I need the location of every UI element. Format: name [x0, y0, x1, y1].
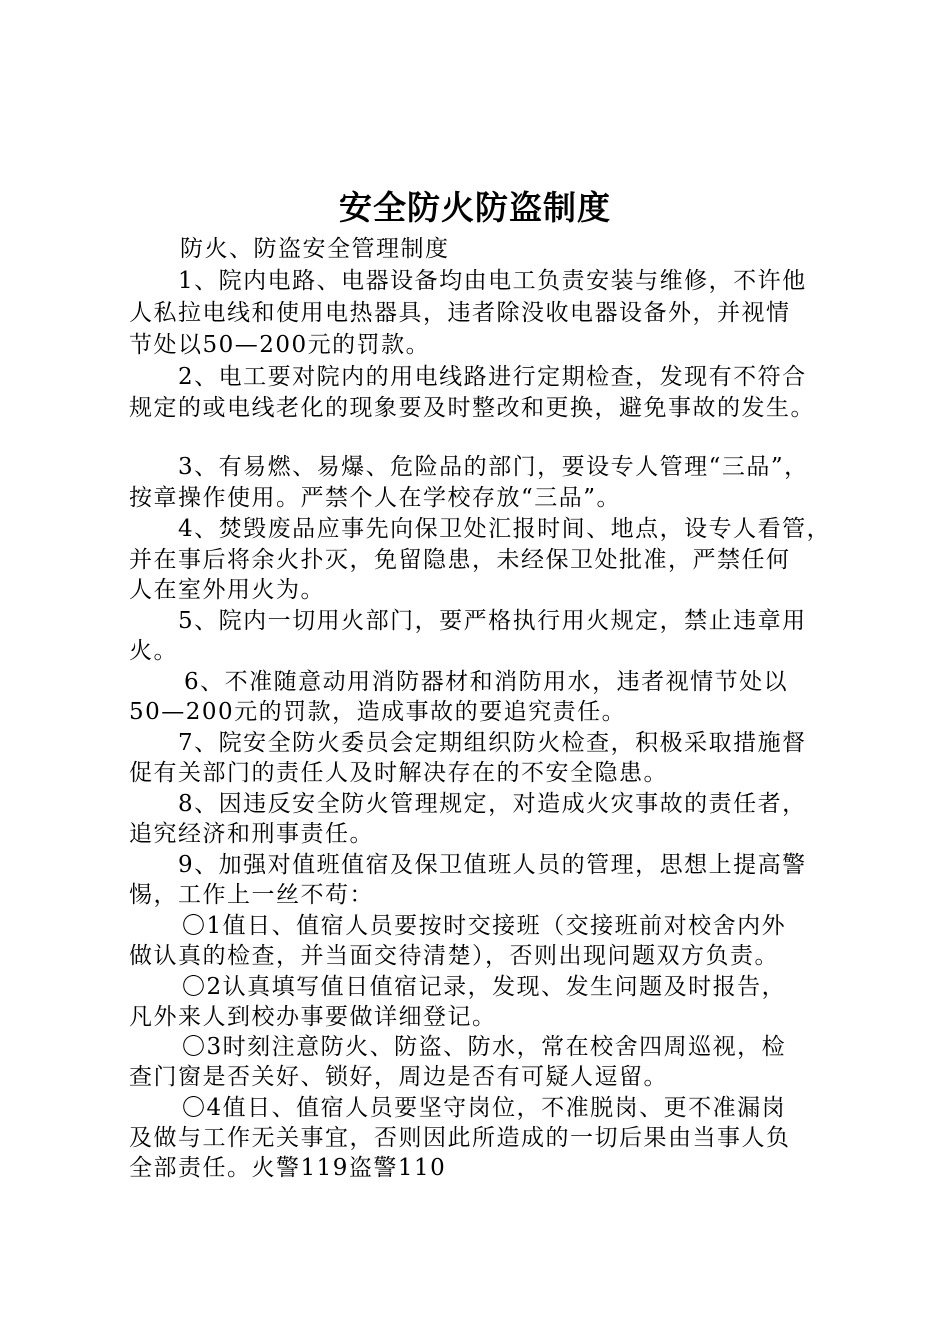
document-title: 安全防火防盗制度: [339, 188, 611, 227]
paragraph-line: 追究经济和刑事责任。: [129, 821, 374, 847]
paragraph-line: 5、院内一切用火部门，要严格执行用火规定，禁止违章用: [178, 608, 807, 634]
paragraph-line: 4、焚毁废品应事先向保卫处汇报时间、地点，设专人看管，: [178, 516, 832, 542]
paragraph-line: 〇4值日、值宿人员要坚守岗位，不准脱岗、更不准漏岗: [182, 1095, 787, 1121]
paragraph-line: 3、有易燃、易爆、危险品的部门，要设专人管理“三品”，: [178, 454, 809, 480]
paragraph-line: 火。: [129, 638, 178, 664]
paragraph-line: 7、院安全防火委员会定期组织防火检查，积极采取措施督: [178, 730, 807, 756]
paragraph-line: 1、院内电路、电器设备均由电工负责安装与维修，不许他: [178, 268, 807, 294]
paragraph-line: 50—200元的罚款，造成事故的要追究责任。: [129, 699, 627, 725]
paragraph-line: 及做与工作无关事宜，否则因此所造成的一切后果由当事人负: [129, 1125, 791, 1151]
paragraph-line: 规定的或电线老化的现象要及时整改和更换，避免事故的发生。: [129, 395, 815, 421]
paragraph-line: 人在室外用火为。: [129, 577, 325, 603]
paragraph-line: 〇2认真填写值日值宿记录，发现、发生问题及时报告，: [182, 974, 787, 1000]
paragraph-line: 8、因违反安全防火管理规定，对造成火灾事故的责任者，: [178, 791, 807, 817]
paragraph-line: 促有关部门的责任人及时解决存在的不安全隐患。: [129, 760, 668, 786]
paragraph-line: 〇1值日、值宿人员要按时交接班（交接班前对校舍内外: [182, 913, 787, 939]
paragraph-line: 人私拉电线和使用电热器具，违者除没收电器设备外，并视情: [129, 300, 791, 326]
paragraph-line: 9、加强对值班值宿及保卫值班人员的管理，思想上提高警: [178, 852, 807, 878]
paragraph-line: 查门窗是否关好、锁好，周边是否有可疑人逗留。: [129, 1064, 668, 1090]
paragraph-line: 按章操作使用。严禁个人在学校存放“三品”。: [129, 485, 622, 511]
paragraph-line: 2、电工要对院内的用电线路进行定期检查，发现有不符合: [178, 364, 807, 390]
paragraph-line: 全部责任。火警119盗警110: [129, 1155, 447, 1181]
paragraph-line: 〇3时刻注意防火、防盗、防水，常在校舍四周巡视，检: [182, 1034, 787, 1060]
paragraph-line: 做认真的检查，并当面交待清楚），否则出现问题双方负责。: [129, 943, 779, 969]
paragraph-line: 6、不准随意动用消防器材和消防用水，违者视情节处以: [184, 669, 789, 695]
subtitle: 防火、防盗安全管理制度: [180, 236, 450, 262]
paragraph-line: 并在事后将余火扑灭，免留隐患，未经保卫处批准，严禁任何: [129, 547, 791, 573]
paragraph-line: 惕，工作上一丝不苟：: [129, 882, 374, 908]
paragraph-line: 节处以50—200元的罚款。: [129, 332, 431, 358]
paragraph-line: 凡外来人到校办事要做详细登记。: [129, 1004, 497, 1030]
